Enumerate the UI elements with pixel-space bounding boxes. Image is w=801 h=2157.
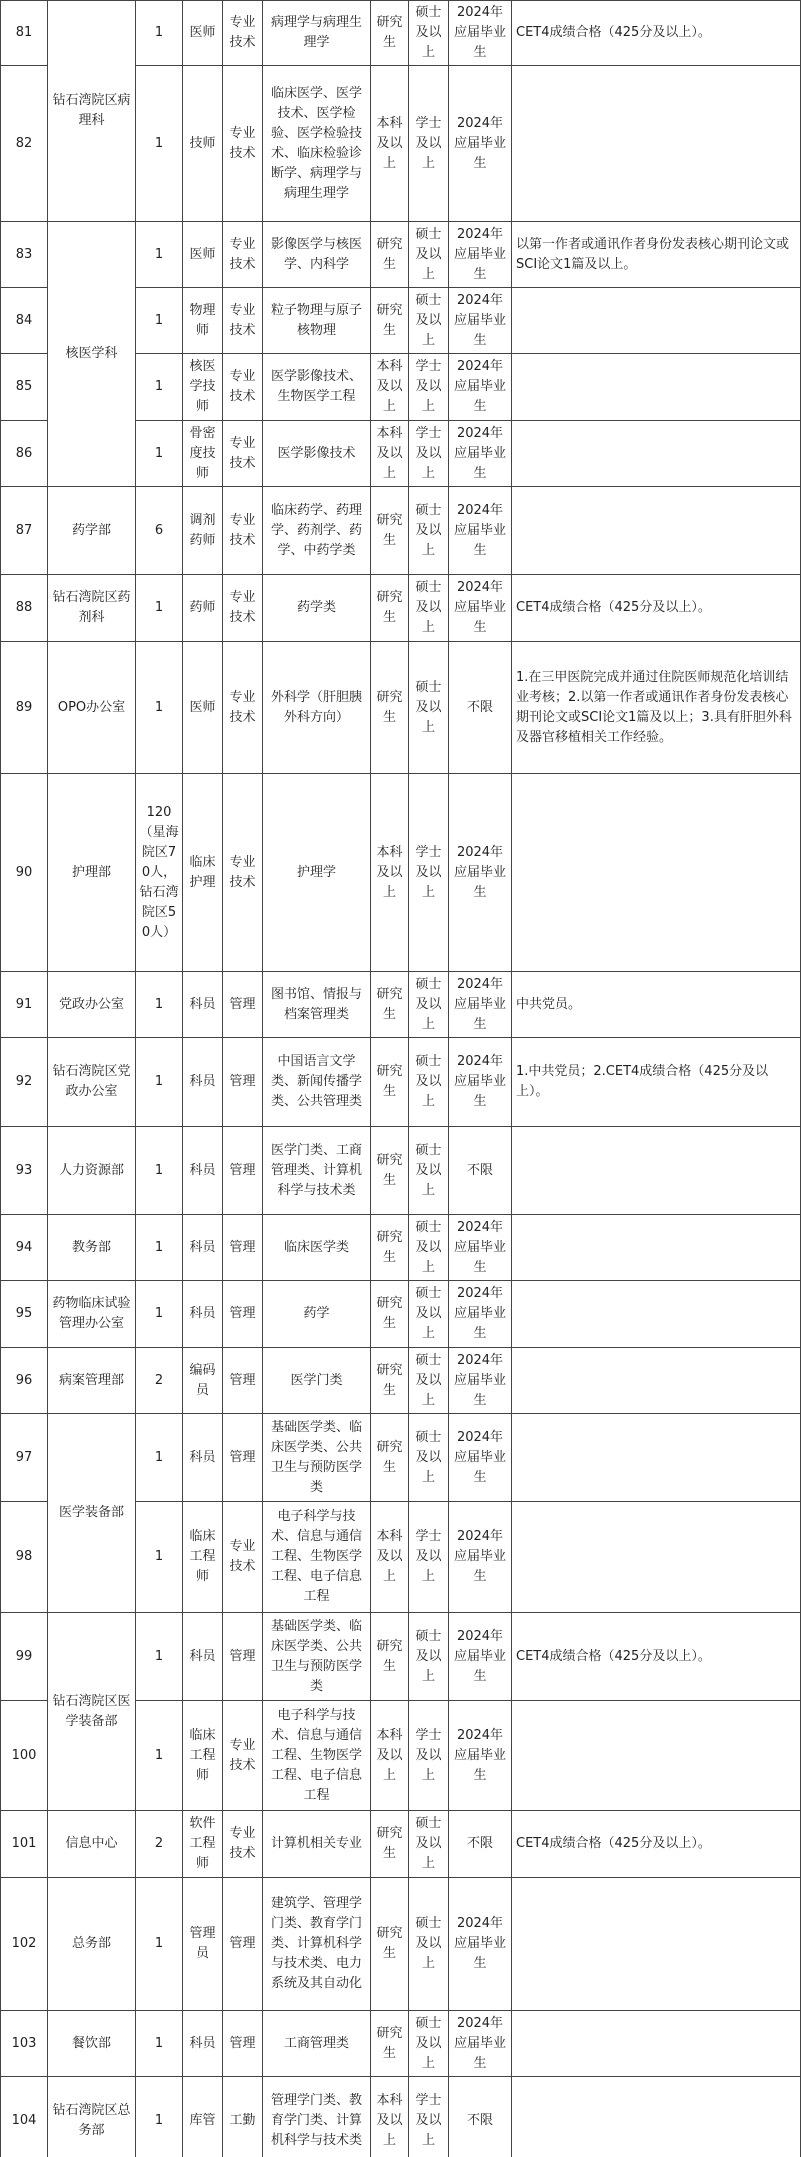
table-row: [1, 222, 801, 288]
row-number: 97: [1, 1414, 48, 1502]
headcount-cell: 1: [136, 354, 183, 421]
education-cell: 研究生: [371, 642, 409, 774]
degree-cell: 学士及以上: [409, 1701, 449, 1811]
post-cell: 骨密度技师: [183, 421, 223, 487]
post-type-cell: 管理: [223, 1038, 263, 1127]
degree-cell: 硕士及以上: [409, 1348, 449, 1414]
degree-cell: 硕士及以上: [409, 972, 449, 1038]
headcount-cell: 1: [136, 1414, 183, 1502]
post-type-cell: 管理: [223, 1215, 263, 1281]
department-cell: 核医学科: [48, 222, 136, 487]
table-row: [1, 1127, 801, 1215]
table-row: [1, 1414, 801, 1502]
requirements-cell: [512, 66, 801, 222]
target-cell: 不限: [449, 1811, 512, 1878]
department-cell: 钻石湾院区医学装备部: [48, 1613, 136, 1811]
education-cell: 研究生: [371, 1215, 409, 1281]
post-type-cell: 工勤: [223, 2077, 263, 2157]
requirements-cell: [512, 1127, 801, 1215]
major-cell: 图书馆、情报与档案管理类: [263, 972, 371, 1038]
target-cell: 2024年应届毕业生: [449, 1414, 512, 1502]
row-number: 104: [1, 2077, 48, 2157]
major-cell: 临床医学、医学技术、医学检验、医学检验技术、临床检验诊断学、病理学与病理生理学: [263, 66, 371, 222]
target-cell: 2024年应届毕业生: [449, 1878, 512, 2011]
requirements-cell: [512, 1281, 801, 1348]
requirements-cell: [512, 1348, 801, 1414]
headcount-cell: 1: [136, 66, 183, 222]
post-type-cell: 专业技术: [223, 421, 263, 487]
degree-cell: 硕士及以上: [409, 2011, 449, 2077]
row-number: 92: [1, 1038, 48, 1127]
headcount-cell: 1: [136, 1038, 183, 1127]
target-cell: 2024年应届毕业生: [449, 2011, 512, 2077]
headcount-cell: 1: [136, 575, 183, 642]
row-number: 90: [1, 774, 48, 972]
row-number: 102: [1, 1878, 48, 2011]
education-cell: 研究生: [371, 2011, 409, 2077]
row-number: 88: [1, 575, 48, 642]
education-cell: 研究生: [371, 1811, 409, 1878]
post-type-cell: 管理: [223, 2011, 263, 2077]
post-cell: 医师: [183, 222, 223, 288]
target-cell: 2024年应届毕业生: [449, 421, 512, 487]
education-cell: 本科及以上: [371, 1502, 409, 1613]
target-cell: 2024年应届毕业生: [449, 1701, 512, 1811]
post-cell: 临床工程师: [183, 1701, 223, 1811]
major-cell: 药学类: [263, 575, 371, 642]
education-cell: 研究生: [371, 1878, 409, 2011]
degree-cell: 硕士及以上: [409, 1613, 449, 1701]
post-cell: 管理员: [183, 1878, 223, 2011]
post-type-cell: 专业技术: [223, 774, 263, 972]
table-row: [1, 1811, 801, 1878]
headcount-cell: 1: [136, 2011, 183, 2077]
department-cell: 党政办公室: [48, 972, 136, 1038]
post-type-cell: 专业技术: [223, 1701, 263, 1811]
row-number: 82: [1, 66, 48, 222]
post-type-cell: 管理: [223, 1613, 263, 1701]
post-cell: 医师: [183, 1, 223, 66]
requirements-cell: [512, 1878, 801, 2011]
row-number: 86: [1, 421, 48, 487]
requirements-cell: 1.在三甲医院完成并通过住院医师规范化培训结业考核；2.以第一作者或通讯作者身份发表核心期刊论文或SCI论文1篇及以上；3.具有肝胆外科及器官移植相关工作经验。: [512, 642, 801, 774]
post-type-cell: 管理: [223, 1348, 263, 1414]
degree-cell: 硕士及以上: [409, 222, 449, 288]
headcount-cell: 1: [136, 421, 183, 487]
education-cell: 本科及以上: [371, 66, 409, 222]
target-cell: 2024年应届毕业生: [449, 575, 512, 642]
major-cell: 粒子物理与原子核物理: [263, 288, 371, 354]
department-cell: OPO办公室: [48, 642, 136, 774]
target-cell: 2024年应届毕业生: [449, 1281, 512, 1348]
target-cell: 2024年应届毕业生: [449, 222, 512, 288]
target-cell: 2024年应届毕业生: [449, 1215, 512, 1281]
post-cell: 临床护理: [183, 774, 223, 972]
target-cell: 2024年应届毕业生: [449, 1502, 512, 1613]
headcount-cell: 1: [136, 2077, 183, 2157]
headcount-cell: 1: [136, 1, 183, 66]
row-number: 99: [1, 1613, 48, 1701]
degree-cell: 硕士及以上: [409, 1414, 449, 1502]
degree-cell: 学士及以上: [409, 2077, 449, 2157]
post-type-cell: 专业技术: [223, 288, 263, 354]
department-cell: 钻石湾院区病理科: [48, 1, 136, 222]
major-cell: 基础医学类、临床医学类、公共卫生与预防医学类: [263, 1613, 371, 1701]
headcount-cell: 1: [136, 1613, 183, 1701]
headcount-cell: 1: [136, 1281, 183, 1348]
post-cell: 科员: [183, 1613, 223, 1701]
row-number: 101: [1, 1811, 48, 1878]
department-cell: 钻石湾院区总务部: [48, 2077, 136, 2157]
department-cell: 餐饮部: [48, 2011, 136, 2077]
table-row: [1, 972, 801, 1038]
target-cell: 2024年应届毕业生: [449, 288, 512, 354]
education-cell: 本科及以上: [371, 1701, 409, 1811]
major-cell: 影像医学与核医学、内科学: [263, 222, 371, 288]
headcount-cell: 1: [136, 222, 183, 288]
requirements-cell: [512, 774, 801, 972]
table-row: [1, 2077, 801, 2157]
department-cell: 医学装备部: [48, 1414, 136, 1613]
post-cell: 软件工程师: [183, 1811, 223, 1878]
major-cell: 建筑学、管理学门类、教育学门类、计算机科学与技术类、电力系统及其自动化: [263, 1878, 371, 2011]
row-number: 84: [1, 288, 48, 354]
table-row: [1, 774, 801, 972]
major-cell: 基础医学类、临床医学类、公共卫生与预防医学类: [263, 1414, 371, 1502]
row-number: 95: [1, 1281, 48, 1348]
row-number: 89: [1, 642, 48, 774]
post-type-cell: 专业技术: [223, 222, 263, 288]
degree-cell: 硕士及以上: [409, 1215, 449, 1281]
major-cell: 计算机相关专业: [263, 1811, 371, 1878]
table-body: [1, 1, 801, 2157]
row-number: 93: [1, 1127, 48, 1215]
education-cell: 研究生: [371, 1127, 409, 1215]
requirements-cell: CET4成绩合格（425分及以上）。: [512, 1613, 801, 1701]
table-row: [1, 1348, 801, 1414]
post-type-cell: 管理: [223, 1878, 263, 2011]
row-number: 96: [1, 1348, 48, 1414]
table-row: [1, 1613, 801, 1701]
degree-cell: 硕士及以上: [409, 575, 449, 642]
major-cell: 护理学: [263, 774, 371, 972]
requirements-cell: [512, 2077, 801, 2157]
target-cell: 2024年应届毕业生: [449, 774, 512, 972]
department-cell: 护理部: [48, 774, 136, 972]
education-cell: 本科及以上: [371, 354, 409, 421]
degree-cell: 硕士及以上: [409, 288, 449, 354]
education-cell: 本科及以上: [371, 421, 409, 487]
post-type-cell: 管理: [223, 972, 263, 1038]
table-row: [1, 1038, 801, 1127]
major-cell: 外科学（肝胆胰外科方向）: [263, 642, 371, 774]
post-cell: 物理师: [183, 288, 223, 354]
education-cell: 研究生: [371, 972, 409, 1038]
table-row: [1, 1, 801, 66]
post-type-cell: 专业技术: [223, 1, 263, 66]
requirements-cell: [512, 354, 801, 421]
post-cell: 临床工程师: [183, 1502, 223, 1613]
major-cell: 医学影像技术: [263, 421, 371, 487]
major-cell: 中国语言文学类、新闻传播学类、公共管理类: [263, 1038, 371, 1127]
headcount-cell: 1: [136, 972, 183, 1038]
target-cell: 2024年应届毕业生: [449, 1, 512, 66]
row-number: 94: [1, 1215, 48, 1281]
degree-cell: 学士及以上: [409, 66, 449, 222]
post-cell: 调剂药师: [183, 487, 223, 575]
major-cell: 电子科学与技术、信息与通信工程、生物医学工程、电子信息工程: [263, 1701, 371, 1811]
education-cell: 研究生: [371, 1038, 409, 1127]
target-cell: 2024年应届毕业生: [449, 1038, 512, 1127]
requirements-cell: [512, 2011, 801, 2077]
education-cell: 本科及以上: [371, 2077, 409, 2157]
post-cell: 核医学技师: [183, 354, 223, 421]
target-cell: 2024年应届毕业生: [449, 487, 512, 575]
post-type-cell: 管理: [223, 1127, 263, 1215]
post-cell: 科员: [183, 1215, 223, 1281]
degree-cell: 硕士及以上: [409, 487, 449, 575]
post-cell: 科员: [183, 1281, 223, 1348]
target-cell: 不限: [449, 1127, 512, 1215]
degree-cell: 硕士及以上: [409, 1878, 449, 2011]
major-cell: 工商管理类: [263, 2011, 371, 2077]
requirements-cell: CET4成绩合格（425分及以上）。: [512, 1, 801, 66]
education-cell: 研究生: [371, 1414, 409, 1502]
requirements-cell: CET4成绩合格（425分及以上）。: [512, 575, 801, 642]
post-cell: 药师: [183, 575, 223, 642]
row-number: 91: [1, 972, 48, 1038]
degree-cell: 硕士及以上: [409, 1, 449, 66]
table-row: [1, 487, 801, 575]
target-cell: 2024年应届毕业生: [449, 1348, 512, 1414]
post-type-cell: 专业技术: [223, 487, 263, 575]
row-number: 98: [1, 1502, 48, 1613]
requirements-cell: 以第一作者或通讯作者身份发表核心期刊论文或SCI论文1篇及以上。: [512, 222, 801, 288]
major-cell: 药学: [263, 1281, 371, 1348]
major-cell: 临床药学、药理学、药剂学、药学、中药学类: [263, 487, 371, 575]
education-cell: 研究生: [371, 1281, 409, 1348]
row-number: 83: [1, 222, 48, 288]
requirements-cell: [512, 1215, 801, 1281]
major-cell: 电子科学与技术、信息与通信工程、生物医学工程、电子信息工程: [263, 1502, 371, 1613]
headcount-cell: 2: [136, 1348, 183, 1414]
table-row: [1, 642, 801, 774]
post-type-cell: 专业技术: [223, 1502, 263, 1613]
target-cell: 2024年应届毕业生: [449, 972, 512, 1038]
degree-cell: 学士及以上: [409, 774, 449, 972]
degree-cell: 硕士及以上: [409, 1281, 449, 1348]
department-cell: 钻石湾院区党政办公室: [48, 1038, 136, 1127]
major-cell: 病理学与病理生理学: [263, 1, 371, 66]
education-cell: 研究生: [371, 1, 409, 66]
requirements-cell: [512, 1701, 801, 1811]
requirements-cell: 中共党员。: [512, 972, 801, 1038]
requirements-cell: [512, 421, 801, 487]
requirements-cell: 1.中共党员；2.CET4成绩合格（425分及以上）。: [512, 1038, 801, 1127]
headcount-cell: 1: [136, 1878, 183, 2011]
major-cell: 医学门类、工商管理类、计算机科学与技术类: [263, 1127, 371, 1215]
target-cell: 2024年应届毕业生: [449, 1613, 512, 1701]
degree-cell: 硕士及以上: [409, 1127, 449, 1215]
target-cell: 2024年应届毕业生: [449, 354, 512, 421]
headcount-cell: 1: [136, 288, 183, 354]
headcount-cell: 6: [136, 487, 183, 575]
headcount-cell: 120（星海院区70人，钻石湾院区50人）: [136, 774, 183, 972]
education-cell: 研究生: [371, 288, 409, 354]
post-cell: 科员: [183, 1038, 223, 1127]
degree-cell: 学士及以上: [409, 354, 449, 421]
post-type-cell: 专业技术: [223, 1811, 263, 1878]
education-cell: 研究生: [371, 487, 409, 575]
row-number: 81: [1, 1, 48, 66]
post-cell: 科员: [183, 972, 223, 1038]
post-cell: 库管: [183, 2077, 223, 2157]
requirements-cell: [512, 1502, 801, 1613]
post-type-cell: 管理: [223, 1281, 263, 1348]
department-cell: 总务部: [48, 1878, 136, 2011]
row-number: 100: [1, 1701, 48, 1811]
headcount-cell: 1: [136, 1701, 183, 1811]
headcount-cell: 2: [136, 1811, 183, 1878]
post-cell: 技师: [183, 66, 223, 222]
headcount-cell: 1: [136, 1127, 183, 1215]
table-row: [1, 1878, 801, 2011]
post-type-cell: 专业技术: [223, 642, 263, 774]
requirements-cell: [512, 487, 801, 575]
degree-cell: 硕士及以上: [409, 1811, 449, 1878]
department-cell: 信息中心: [48, 1811, 136, 1878]
degree-cell: 硕士及以上: [409, 642, 449, 774]
target-cell: 2024年应届毕业生: [449, 66, 512, 222]
department-cell: 药学部: [48, 487, 136, 575]
headcount-cell: 1: [136, 642, 183, 774]
row-number: 103: [1, 2011, 48, 2077]
row-number: 85: [1, 354, 48, 421]
post-type-cell: 专业技术: [223, 66, 263, 222]
education-cell: 研究生: [371, 1348, 409, 1414]
headcount-cell: 1: [136, 1215, 183, 1281]
education-cell: 本科及以上: [371, 774, 409, 972]
degree-cell: 学士及以上: [409, 421, 449, 487]
department-cell: 钻石湾院区药剂科: [48, 575, 136, 642]
post-type-cell: 专业技术: [223, 575, 263, 642]
post-type-cell: 管理: [223, 1414, 263, 1502]
education-cell: 研究生: [371, 575, 409, 642]
table-row: [1, 1215, 801, 1281]
department-cell: 教务部: [48, 1215, 136, 1281]
post-cell: 医师: [183, 642, 223, 774]
target-cell: 不限: [449, 2077, 512, 2157]
row-number: 87: [1, 487, 48, 575]
post-cell: 科员: [183, 1414, 223, 1502]
table-row: [1, 575, 801, 642]
target-cell: 不限: [449, 642, 512, 774]
table-row: [1, 2011, 801, 2077]
major-cell: 医学门类: [263, 1348, 371, 1414]
education-cell: 研究生: [371, 1613, 409, 1701]
major-cell: 管理学门类、教育学门类、计算机科学与技术类: [263, 2077, 371, 2157]
education-cell: 研究生: [371, 222, 409, 288]
headcount-cell: 1: [136, 1502, 183, 1613]
post-type-cell: 专业技术: [223, 354, 263, 421]
requirements-cell: [512, 1414, 801, 1502]
post-cell: 科员: [183, 2011, 223, 2077]
requirements-cell: [512, 288, 801, 354]
post-cell: 科员: [183, 1127, 223, 1215]
department-cell: 人力资源部: [48, 1127, 136, 1215]
department-cell: 药物临床试验管理办公室: [48, 1281, 136, 1348]
requirements-cell: CET4成绩合格（425分及以上）。: [512, 1811, 801, 1878]
post-cell: 编码员: [183, 1348, 223, 1414]
degree-cell: 学士及以上: [409, 1502, 449, 1613]
major-cell: 医学影像技术、生物医学工程: [263, 354, 371, 421]
department-cell: 病案管理部: [48, 1348, 136, 1414]
major-cell: 临床医学类: [263, 1215, 371, 1281]
degree-cell: 硕士及以上: [409, 1038, 449, 1127]
table-row: [1, 1281, 801, 1348]
